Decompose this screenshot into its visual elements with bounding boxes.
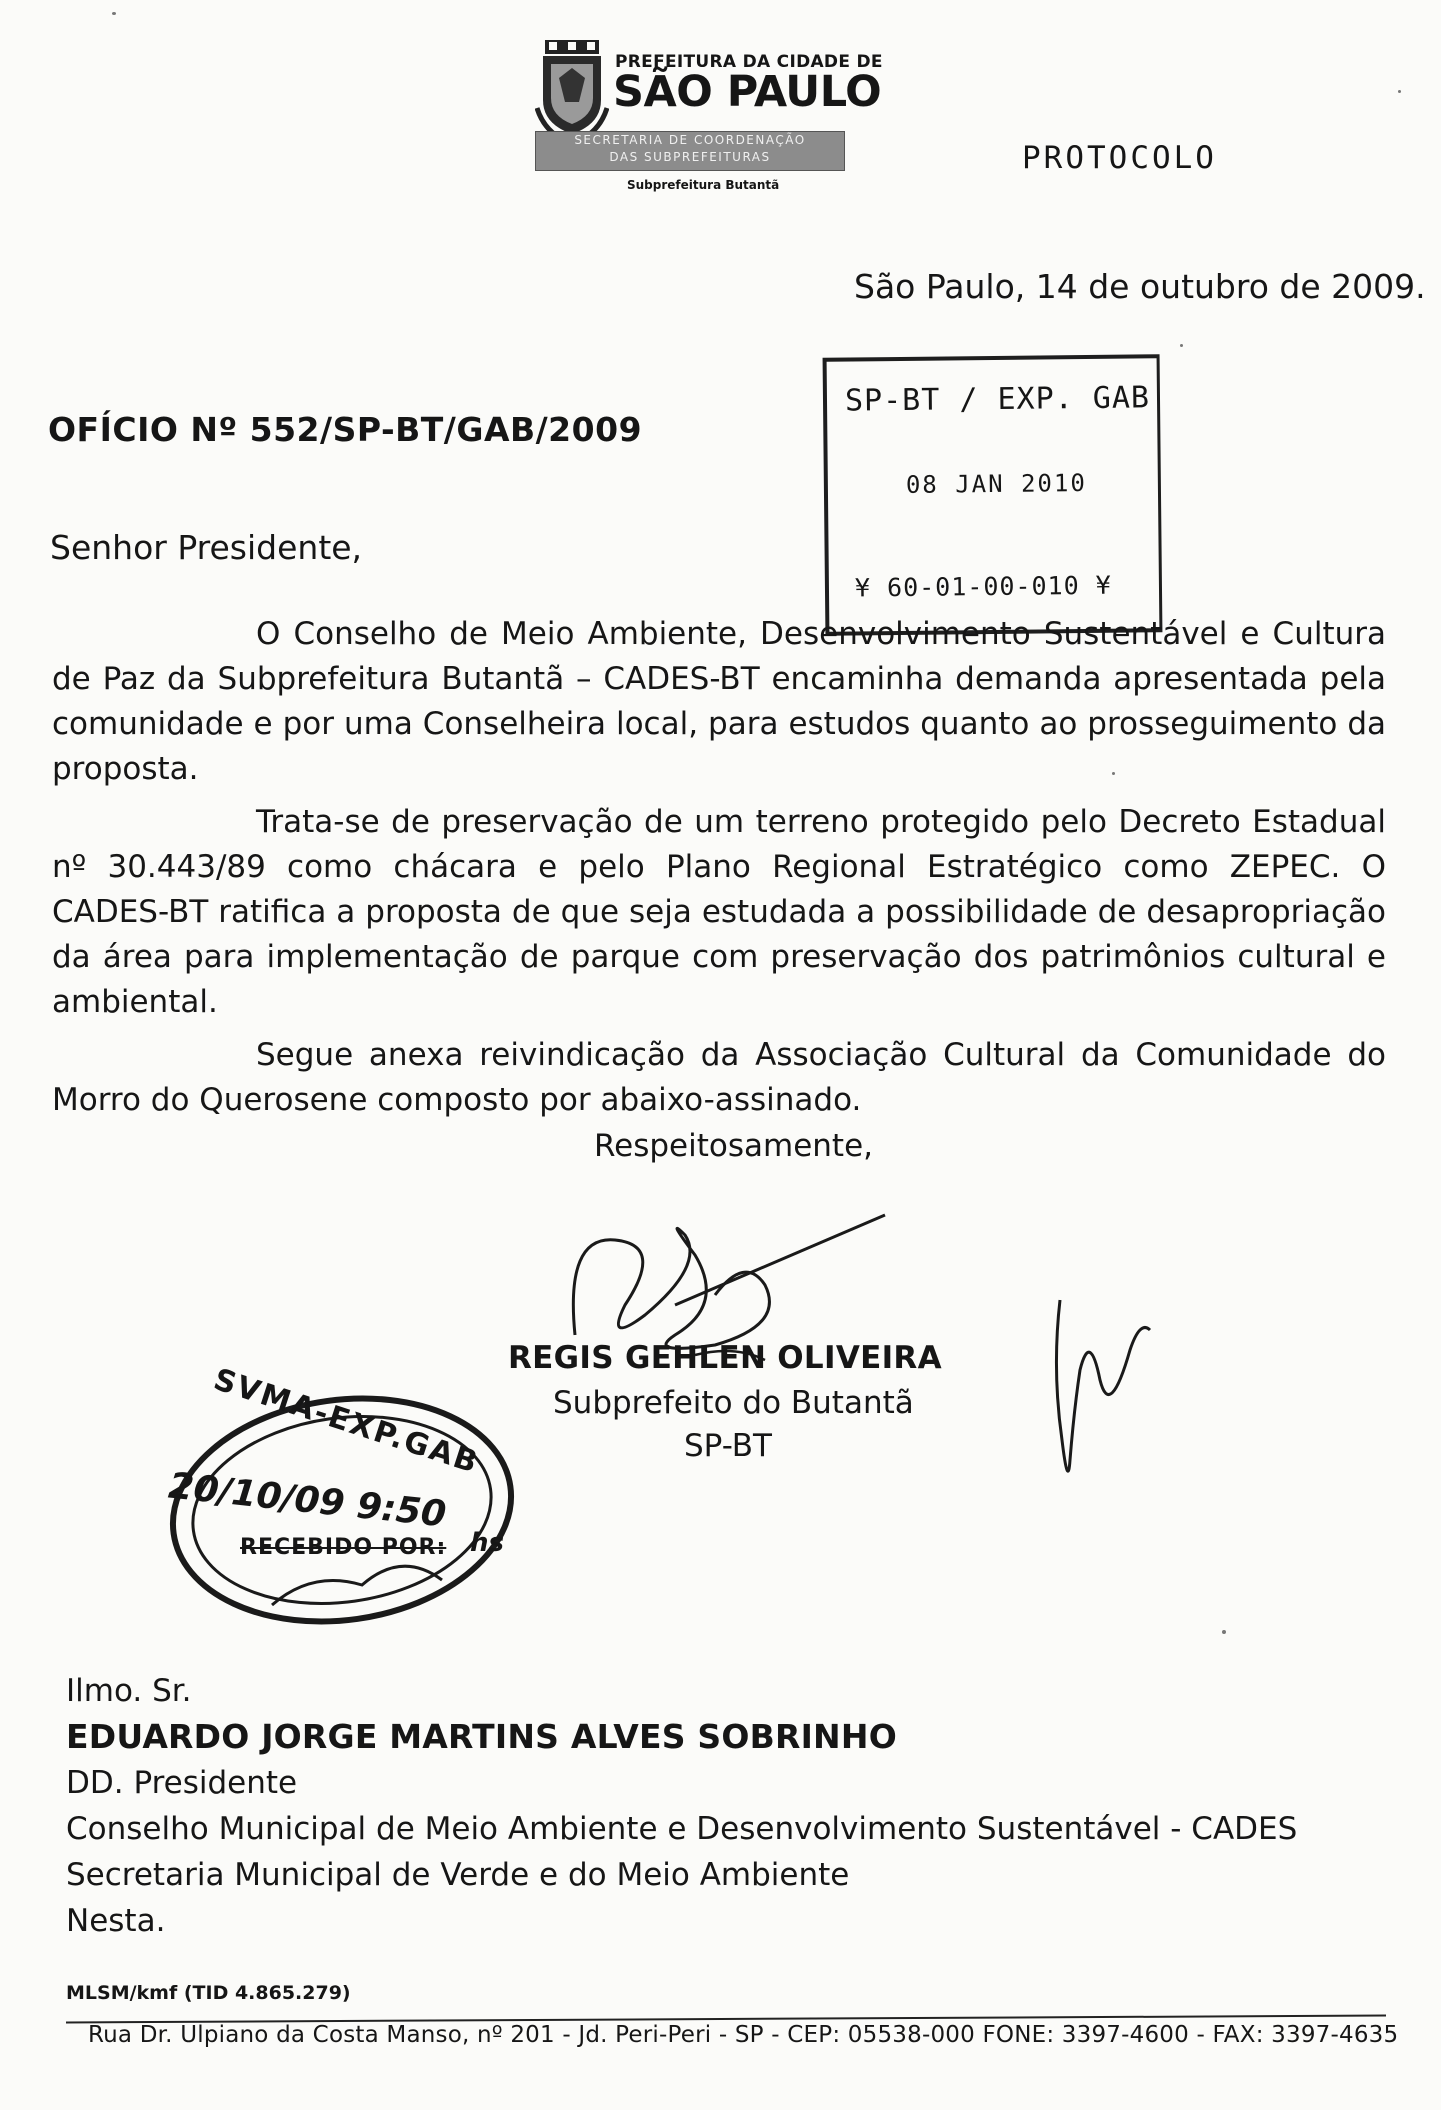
- addressee-location: Nesta.: [66, 1903, 166, 1939]
- letterhead-secretaria-line1: SECRETARIA DE COORDENAÇÃO: [574, 133, 806, 147]
- protocol-stamp: [823, 354, 1163, 636]
- protocolo-label: PROTOCOLO: [1022, 140, 1217, 176]
- signer-name: REGIS GEHLEN OLIVEIRA: [508, 1340, 942, 1376]
- protocol-stamp-number: ¥ 60-01-00-010 ¥: [854, 570, 1112, 603]
- protocol-stamp-sector: SP-BT / EXP. GAB: [844, 380, 1151, 419]
- letterhead: [535, 38, 895, 198]
- signer-sector: SP-BT: [684, 1428, 772, 1464]
- footer-address: Rua Dr. Ulpiano da Costa Manso, nº 201 - Jd. Peri-Peri - SP - CEP: 05538-000 FONE: 3397-4600 - FAX: 3397-4635: [88, 2022, 1399, 2048]
- date-line: São Paulo, 14 de outubro de 2009.: [854, 267, 1426, 306]
- received-stamp-hs: hs: [470, 1528, 504, 1558]
- signer-title: Subprefeito do Butantã: [553, 1385, 914, 1421]
- body-paragraph: Trata-se de preservação de um terreno protegido pelo Decreto Estadual nº 30.443/89 como chácara e pelo Plano Regional Estratégico como ZEPEC. O CADES-BT ratifica a proposta de que seja estudada a possibilidade de desapropriação da área para implementação de parque com preservação dos patrimônios cultural e ambiental.: [52, 804, 1386, 1020]
- scan-speck: [1180, 344, 1183, 347]
- letterhead-prefeitura-line: PREFEITURA DA CIDADE DE: [615, 52, 883, 72]
- protocol-stamp-date: 08 JAN 2010: [905, 469, 1087, 499]
- oficio-number: OFÍCIO Nº 552/SP-BT/GAB/2009: [48, 410, 643, 449]
- closing: Respeitosamente,: [594, 1128, 873, 1164]
- scan-speck: [1398, 90, 1401, 93]
- addressee-secretariat: Secretaria Municipal de Verde e do Meio Ambiente: [66, 1857, 850, 1893]
- letter-body: [52, 612, 1386, 1131]
- letterhead-secretaria-line2: DAS SUBPREFEITURAS: [609, 150, 771, 164]
- letterhead-city-name: SÃO PAULO: [613, 67, 882, 117]
- reference-initials: MLSM/kmf (TID 4.865.279): [66, 1982, 351, 2004]
- body-paragraph: O Conselho de Meio Ambiente, Desenvolvimento Sustentável e Cultura de Paz da Subprefeitura Butantã – CADES-BT encaminha demanda apresentada pela comunidade e por uma Conselheira local, para estudos quanto ao prosseguimento da proposta.: [52, 616, 1386, 787]
- received-stamp-datetime: 20/10/09 9:50: [166, 1465, 449, 1536]
- received-stamp-sector: SVMA-EXP.GAB: [209, 1362, 484, 1481]
- addressee-block: [66, 1668, 1366, 1944]
- handwritten-signature: [555, 1195, 895, 1415]
- addressee-salutation: Ilmo. Sr.: [66, 1673, 192, 1709]
- letterhead-secretaria-box: [535, 131, 845, 171]
- addressee-role: DD. Presidente: [66, 1765, 298, 1801]
- scan-speck: [1222, 1630, 1226, 1634]
- handwritten-rubric: [1040, 1290, 1160, 1500]
- scan-speck: [112, 12, 116, 15]
- letterhead-subprefeitura: Subprefeitura Butantã: [627, 178, 780, 192]
- salutation: Senhor Presidente,: [50, 528, 363, 567]
- body-paragraph: Segue anexa reivindicação da Associação Cultural da Comunidade do Morro do Querosene composto por abaixo-assinado.: [52, 1037, 1386, 1118]
- addressee-name: EDUARDO JORGE MARTINS ALVES SOBRINHO: [66, 1717, 897, 1756]
- received-stamp-label: RECEBIDO POR:: [240, 1535, 447, 1560]
- addressee-council: Conselho Municipal de Meio Ambiente e Desenvolvimento Sustentável - CADES: [66, 1811, 1298, 1847]
